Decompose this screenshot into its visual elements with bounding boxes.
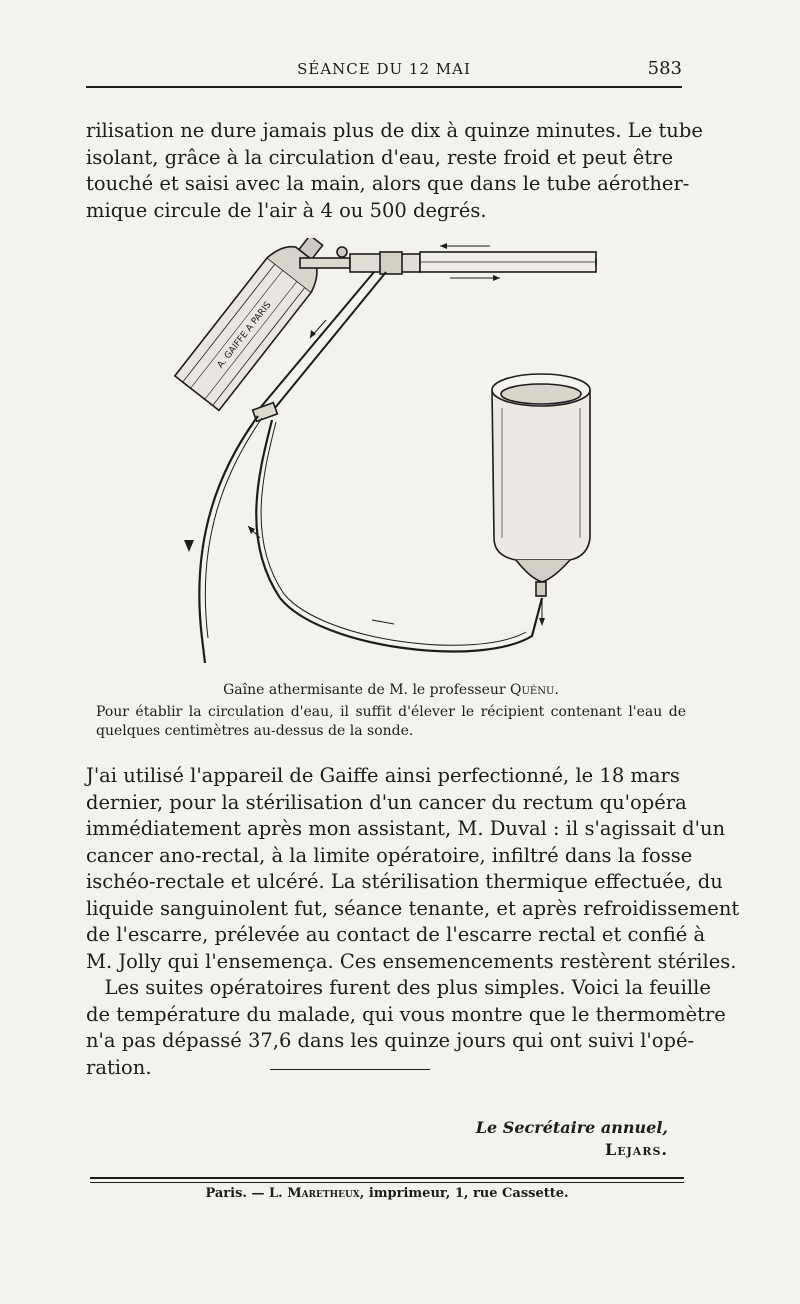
footer-divider bbox=[90, 1177, 684, 1183]
apparatus-figure bbox=[150, 238, 650, 668]
text-line: Les suites opératoires furent des plus simples. Voici la feuille bbox=[86, 976, 711, 999]
text-line: liquide sanguinolent fut, séance tenante, et après refroidissement bbox=[86, 896, 740, 920]
text-line: J'ai utilisé l'appareil de Gaiffe ainsi perfectionné, le 18 mars bbox=[86, 764, 680, 787]
text-line: de l'escarre, prélevée au contact de l'escarre rectal et confié à bbox=[86, 923, 706, 946]
printer-footer bbox=[90, 1186, 684, 1201]
cylinder-engraving: A. GAIFFE A PARIS bbox=[215, 300, 274, 371]
caption-title-text: Gaîne athermisante de M. le professeur bbox=[223, 682, 506, 698]
footer-city: Paris. — L. bbox=[205, 1186, 283, 1201]
text-line: ischéo-rectale et ulcéré. La stérilisation thermique effectuée, du bbox=[86, 870, 723, 893]
text-line: immédiatement après mon assistant, M. Duval : il s'agissait d'un bbox=[86, 817, 726, 840]
footer-address: imprimeur, 1, rue Cassette. bbox=[368, 1186, 569, 1201]
text-line: de température du malade, qui vous montre que le thermomètre bbox=[86, 1002, 726, 1026]
text-line: touché et saisi avec la main, alors que dans le tube aérother- bbox=[86, 172, 690, 195]
caption-author-name: Quénu. bbox=[510, 682, 559, 698]
text-line: dernier, pour la stérilisation d'un cancer du rectum qu'opéra bbox=[86, 790, 687, 814]
paragraph-2 bbox=[86, 763, 740, 1081]
header-title: SÉANCE DU 12 MAI bbox=[297, 60, 471, 78]
signature-divider bbox=[270, 1069, 430, 1070]
text-line: rilisation ne dure jamais plus de dix à quinze minutes. Le tube bbox=[86, 119, 703, 142]
figure-caption-text: Pour établir la circulation d'eau, il suffit d'élever le récipient contenant l'eau de quelques centimètres au-dessus de la sonde. bbox=[96, 704, 686, 739]
signature-role: Le Secrétaire annuel, bbox=[475, 1118, 668, 1137]
text-line: M. Jolly qui l'ensemença. Ces ensemencements restèrent stériles. bbox=[86, 949, 737, 973]
text-line: isolant, grâce à la circulation d'eau, reste froid et peut être bbox=[86, 145, 674, 169]
running-header bbox=[86, 58, 682, 88]
text-line: ration. bbox=[86, 1055, 152, 1079]
paragraph-1 bbox=[86, 118, 703, 224]
text-line: mique circule de l'air à 4 ou 500 degrés. bbox=[86, 198, 487, 222]
footer-printer: Maretheux, bbox=[287, 1186, 365, 1201]
text-line: n'a pas dépassé 37,6 dans les quinze jours qui ont suivi l'opé- bbox=[86, 1029, 695, 1052]
figure-caption-title bbox=[96, 681, 686, 700]
signature-name: Lejars. bbox=[604, 1140, 668, 1159]
page-number: 583 bbox=[647, 58, 682, 79]
text-line: cancer ano-rectal, à la limite opératoire, infiltré dans la fosse bbox=[86, 843, 693, 867]
